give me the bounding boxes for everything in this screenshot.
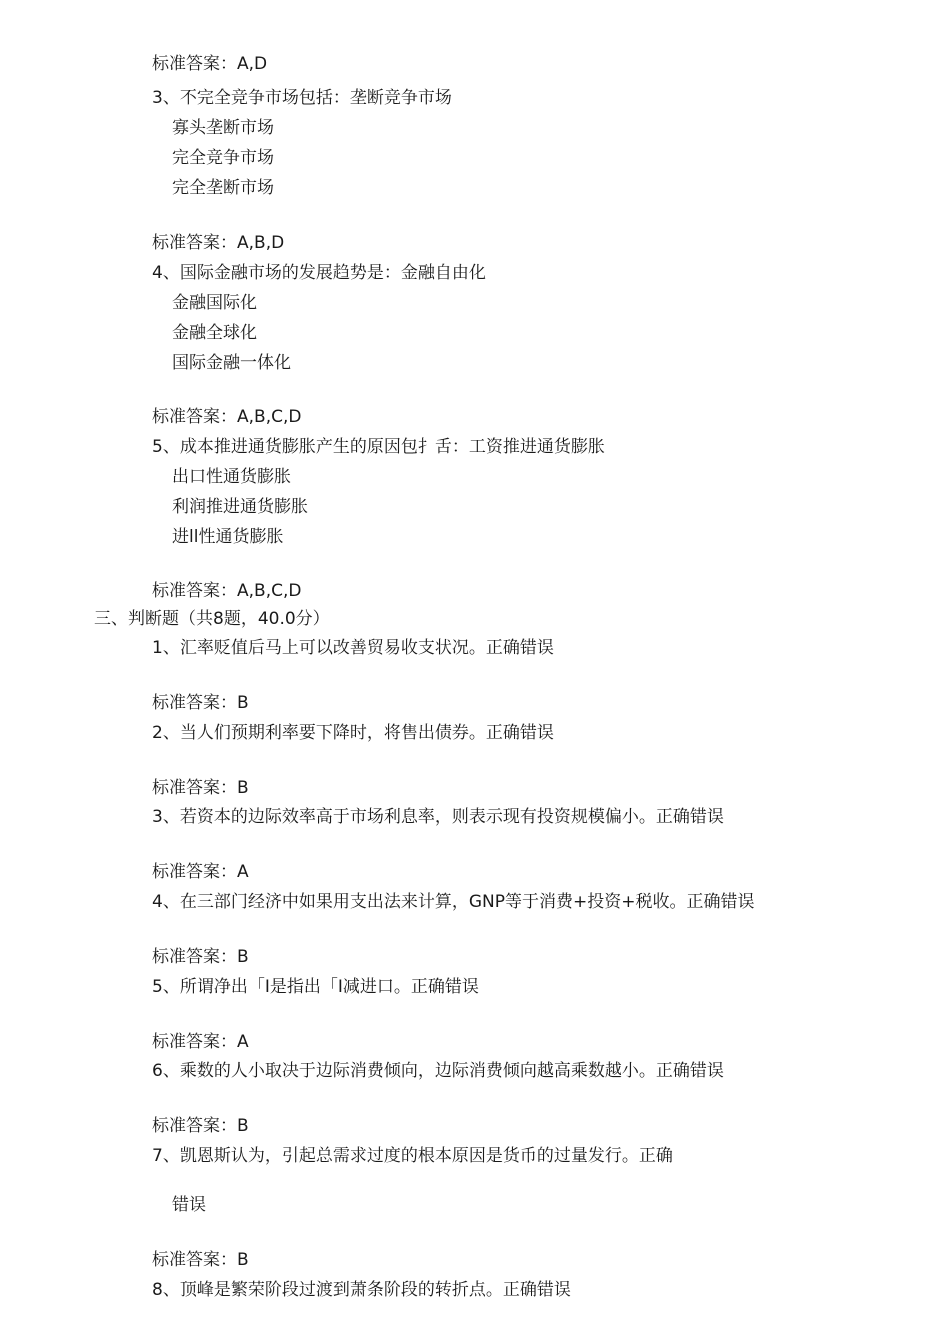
answer-label: 标准答案：: [152, 1250, 237, 1270]
question-stem: 4、国际金融市场的发展趋势是：金融自由化: [152, 263, 486, 283]
option-item: 国际金融一体化: [172, 353, 291, 373]
question-stem: 2、当人们预期利率要下降时，将售出债券。正确错误: [152, 723, 554, 743]
answer-line: [152, 693, 249, 713]
question-stem: 5、成本推进通货膨胀产生的原因包扌舌：工资推进通货膨胀: [152, 437, 605, 457]
question-stem: 1、汇率贬值后马上可以改善贸易收支状况。正确错误: [152, 638, 554, 658]
answer-label: 标准答案：: [152, 581, 237, 601]
answer-value: B: [237, 947, 249, 967]
question-stem-continuation: 错误: [172, 1195, 206, 1215]
answer-value: B: [237, 1250, 249, 1270]
answer-value: B: [237, 1116, 249, 1136]
answer-value: A: [237, 862, 249, 882]
answer-line: [152, 862, 249, 882]
option-item: 完全垄断市场: [172, 178, 274, 198]
section-title: 三、判断题（共8题，40.0分）: [94, 609, 330, 629]
option-item: 利润推进通货膨胀: [172, 497, 308, 517]
question-stem: 3、若资本的边际效率高于市场利息率，则表示现有投资规模偏小。正确错误: [152, 807, 724, 827]
answer-value: A,B,C,D: [237, 581, 302, 601]
answer-value: A,D: [237, 54, 268, 74]
answer-line: [152, 233, 284, 253]
answer-line: [152, 778, 249, 798]
answer-value: A,B,C,D: [237, 407, 302, 427]
answer-label: 标准答案：: [152, 693, 237, 713]
answer-label: 标准答案：: [152, 862, 237, 882]
option-item: 金融全球化: [172, 323, 257, 343]
answer-value: B: [237, 778, 249, 798]
answer-value: A,B,D: [237, 233, 285, 253]
answer-line: [152, 407, 301, 427]
answer-line: [152, 947, 249, 967]
answer-label: 标准答案：: [152, 1032, 237, 1052]
option-item: 出口性通货膨胀: [172, 467, 291, 487]
option-item: 金融国际化: [172, 293, 257, 313]
option-item: 完全竞争市场: [172, 148, 274, 168]
answer-line: [152, 1250, 249, 1270]
answer-label: 标准答案：: [152, 54, 237, 74]
answer-value: A: [237, 1032, 249, 1052]
answer-label: 标准答案：: [152, 233, 237, 253]
question-stem: 7、凯恩斯认为，引起总需求过度的根本原因是货币的过量发行。正确: [152, 1146, 673, 1166]
question-stem: 3、不完全竞争市场包括：垄断竞争市场: [152, 88, 452, 108]
answer-value: B: [237, 693, 249, 713]
question-stem: 8、顶峰是繁荣阶段过渡到萧条阶段的转折点。正确错误: [152, 1280, 571, 1300]
answer-line: [152, 581, 301, 601]
question-stem: 6、乘数的人小取决于边际消费倾向，边际消费倾向越高乘数越小。正确错误: [152, 1061, 724, 1081]
answer-line: [152, 1116, 249, 1136]
answer-line: [152, 54, 267, 74]
answer-label: 标准答案：: [152, 778, 237, 798]
answer-label: 标准答案：: [152, 407, 237, 427]
question-stem: 4、在三部门经济中如果用支出法来计算，GNP等于消费+投资+税收。正确错误: [152, 892, 755, 912]
question-stem: 5、所谓净出「I是指出「I减进口。正确错误: [152, 977, 479, 997]
answer-label: 标准答案：: [152, 1116, 237, 1136]
option-item: 进ll性通货膨胀: [172, 527, 284, 547]
option-item: 寡头垄断市场: [172, 118, 274, 138]
answer-label: 标准答案：: [152, 947, 237, 967]
answer-line: [152, 1032, 249, 1052]
